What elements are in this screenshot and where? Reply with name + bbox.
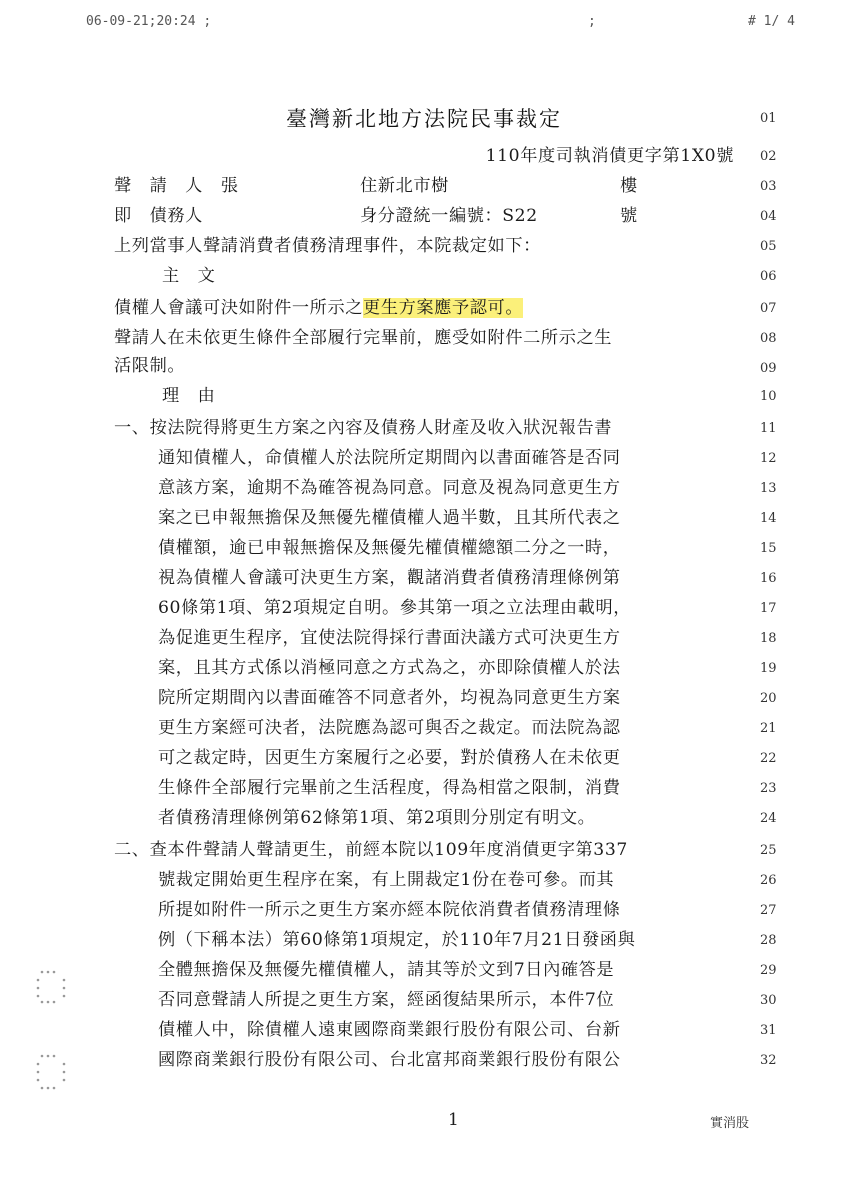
item-one-line: 可之裁定時，因更生方案履行之必要，對於債務人在未依更 <box>158 748 621 768</box>
address-suffix: 樓 <box>620 176 638 196</box>
item-one-line: 更生方案經可決者，法院應為認可與否之裁定。而法院為認 <box>158 718 621 738</box>
line-number: 06 <box>760 269 777 284</box>
debtor-label: 即 債務人 <box>114 206 203 226</box>
item-one-line: 通知債權人，命債權人於法院所定期間內以書面確答是否同 <box>158 448 621 468</box>
body-line: 活限制。 <box>114 356 186 376</box>
item-two-line: 否同意聲請人所提之更生方案，經函復結果所示，本件7位 <box>158 990 615 1010</box>
body-line: 聲請人在未依更生條件全部履行完畢前，應受如附件二所示之生 <box>114 328 613 348</box>
line-number: 24 <box>760 811 777 826</box>
applicant-label: 聲 請 人 張 <box>114 176 239 196</box>
line-number: 28 <box>760 933 777 948</box>
line-number: 13 <box>760 481 777 496</box>
item-one-line: 生條件全部履行完畢前之生活程度，得為相當之限制，消費 <box>158 778 621 798</box>
line-number: 21 <box>760 721 777 736</box>
line-number: 02 <box>760 149 777 164</box>
line-number: 05 <box>760 239 777 254</box>
ruling-line <box>114 294 734 322</box>
line-number: 04 <box>760 209 777 224</box>
item-two-line: 例（下稱本法）第60條第1項規定，於110年7月21日發函與 <box>158 930 636 950</box>
line-number: 23 <box>760 781 777 796</box>
line-number: 26 <box>760 873 777 888</box>
document-title: 臺灣新北地方法院民事裁定 <box>286 107 562 131</box>
item-one-line: 為促進更生程序，宜使法院得採行書面決議方式可決更生方 <box>158 628 621 648</box>
line-number: 03 <box>760 179 777 194</box>
page-number: 1 <box>448 1110 459 1130</box>
line-number: 11 <box>760 421 777 436</box>
section-heading-main: 主 文 <box>162 266 216 286</box>
item-one-line: 者債務清理條例第62條第1項、第2項則分別定有明文。 <box>158 808 596 828</box>
item-one-line: 債權額，逾已申報無擔保及無優先權債權總額二分之一時， <box>158 538 621 558</box>
line-number: 27 <box>760 903 777 918</box>
item-two-line: 債權人中，除債權人遠東國際商業銀行股份有限公司、台新 <box>158 1020 621 1040</box>
line-number: 12 <box>760 451 777 466</box>
line-number: 25 <box>760 843 777 858</box>
line-number: 15 <box>760 541 777 556</box>
binding-hole-marks <box>34 1052 82 1122</box>
case-number: 110年度司執消債更字第1X0號 <box>485 146 734 166</box>
line-number: 17 <box>760 601 777 616</box>
item-one-line: 60條第1項、第2項規定自明。參其第一項之立法理由載明， <box>158 598 632 618</box>
line-number: 31 <box>760 1023 777 1038</box>
id-suffix: 號 <box>620 206 638 226</box>
item-one-line: 視為債權人會議可決更生方案，觀諸消費者債務清理條例第 <box>158 568 621 588</box>
line-number: 30 <box>760 993 777 1008</box>
line-number: 14 <box>760 511 777 526</box>
unit-label: 實消股 <box>710 1116 750 1131</box>
applicant-address: 住新北市樹 <box>360 176 449 196</box>
debtor-line <box>114 202 734 230</box>
item-one-line: 意該方案，逾期不為確答視為同意。同意及視為同意更生方 <box>158 478 621 498</box>
item-two-line: 所提如附件一所示之更生方案亦經本院依消費者債務清理條 <box>158 900 621 920</box>
section-heading-reasons: 理 由 <box>162 386 216 406</box>
line-number: 16 <box>760 571 777 586</box>
line-number: 19 <box>760 661 777 676</box>
ruling-text: 債權人會議可決如附件一所示之 <box>114 298 364 318</box>
fax-page-indicator: # 1/ 4 <box>748 14 795 29</box>
item-two-line: 二、查本件聲請人聲請更生，前經本院以109年度消債更字第337 <box>114 840 628 860</box>
line-number: 18 <box>760 631 777 646</box>
line-number: 01 <box>760 111 777 126</box>
item-two-line: 全體無擔保及無優先權債權人，請其等於文到7日內確答是 <box>158 960 615 980</box>
item-one-line: 案之已申報無擔保及無優先權債權人過半數，且其所代表之 <box>158 508 621 528</box>
line-number: 22 <box>760 751 777 766</box>
highlighted-ruling: 更生方案應予認可。 <box>363 298 524 318</box>
binding-hole-marks <box>34 968 82 1038</box>
item-two-line: 號裁定開始更生程序在案，有上開裁定1份在卷可參。而其 <box>158 870 615 890</box>
item-one-line: 一、按法院得將更生方案之內容及債務人財產及收入狀況報告書 <box>114 418 613 438</box>
debtor-id: 身分證統一編號：S22 <box>360 206 538 226</box>
line-number: 20 <box>760 691 777 706</box>
item-one-line: 案，且其方式係以消極同意之方式為之，亦即除債權人於法 <box>158 658 621 678</box>
preamble: 上列當事人聲請消費者債務清理事件，本院裁定如下： <box>114 236 541 256</box>
line-number: 09 <box>760 361 777 376</box>
fax-separator: ; <box>588 14 596 29</box>
line-number: 07 <box>760 301 777 316</box>
item-one-line: 院所定期間內以書面確答不同意者外，均視為同意更生方案 <box>158 688 621 708</box>
line-number: 08 <box>760 331 777 346</box>
fax-timestamp: 06-09-21;20:24 ; <box>86 14 212 29</box>
line-number: 32 <box>760 1053 777 1068</box>
line-number: 10 <box>760 389 777 404</box>
applicant-line <box>114 172 734 200</box>
item-two-line: 國際商業銀行股份有限公司、台北富邦商業銀行股份有限公 <box>158 1050 621 1070</box>
line-number: 29 <box>760 963 777 978</box>
